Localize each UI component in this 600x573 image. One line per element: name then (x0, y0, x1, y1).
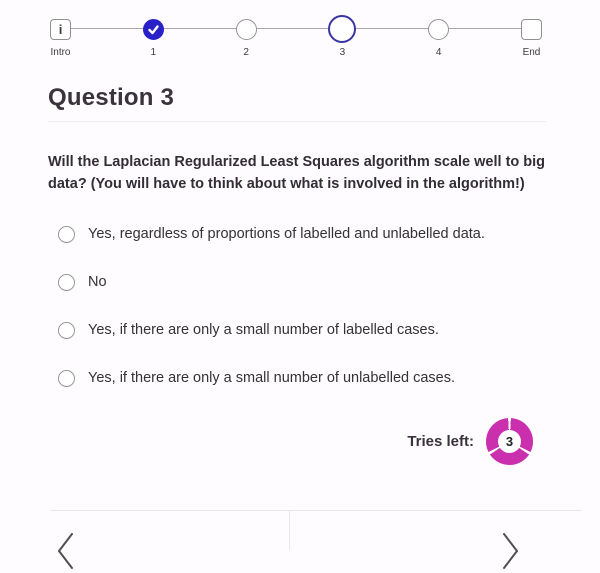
info-icon-glyph: i (58, 21, 63, 37)
tries-donut-chart (486, 418, 533, 465)
chevron-left-icon (56, 533, 76, 573)
stepper-step-4[interactable] (428, 14, 449, 58)
bottom-navigation (50, 510, 582, 550)
stepper-icon-wrap (143, 14, 164, 44)
check-icon (143, 19, 164, 40)
stepper-label-3: 3 (339, 47, 346, 58)
prev-button[interactable] (50, 510, 289, 550)
next-button[interactable] (289, 510, 582, 550)
stepper-track (62, 28, 530, 29)
answer-option-2[interactable] (58, 274, 546, 291)
stepper-label-end: End (522, 47, 541, 58)
stepper-label-4: 4 (435, 47, 442, 58)
radio-button[interactable] (58, 322, 75, 339)
stepper-icon-wrap (521, 14, 542, 44)
progress-stepper (0, 0, 600, 60)
stepper-label-intro: Intro (50, 47, 71, 58)
radio-button[interactable] (58, 274, 75, 291)
stepper-step-3-current[interactable] (328, 14, 356, 58)
current-step-circle-icon (328, 15, 356, 43)
tries-left-row (48, 418, 546, 465)
radio-button[interactable] (58, 370, 75, 387)
question-text: Will the Laplacian Regularized Least Squares algorithm scale well to big data? (You will have to think about what is involved in the algorithm!) (48, 154, 546, 192)
stepper-icon-wrap (428, 14, 449, 44)
stepper-step-intro[interactable] (50, 14, 71, 58)
end-square-icon (521, 19, 542, 40)
page-title: Question 3 (48, 84, 546, 122)
tries-left-label: Tries left: (407, 432, 474, 450)
chevron-right-icon (500, 533, 520, 573)
option-label: No (88, 274, 107, 290)
stepper-icon-wrap (50, 14, 71, 44)
stepper-label-2: 2 (243, 47, 249, 58)
answer-options (48, 226, 546, 387)
step-circle-icon (236, 19, 257, 40)
answer-option-4[interactable] (58, 370, 546, 387)
stepper-step-2[interactable] (236, 14, 257, 58)
stepper-step-1[interactable] (143, 14, 164, 58)
tries-count: 3 (498, 430, 521, 453)
info-icon (50, 19, 71, 40)
step-circle-icon (428, 19, 449, 40)
answer-option-1[interactable] (58, 226, 546, 243)
stepper-icon-wrap (236, 14, 257, 44)
answer-option-3[interactable] (58, 322, 546, 339)
stepper-icon-wrap (328, 14, 356, 44)
option-label: Yes, regardless of proportions of labelled and unlabelled data. (88, 226, 485, 242)
stepper-step-end[interactable] (521, 14, 542, 58)
stepper-label-1: 1 (150, 47, 157, 58)
radio-button[interactable] (58, 226, 75, 243)
option-label: Yes, if there are only a small number of unlabelled cases. (88, 370, 456, 386)
question-panel (48, 84, 546, 465)
option-label: Yes, if there are only a small number of labelled cases. (88, 322, 439, 338)
